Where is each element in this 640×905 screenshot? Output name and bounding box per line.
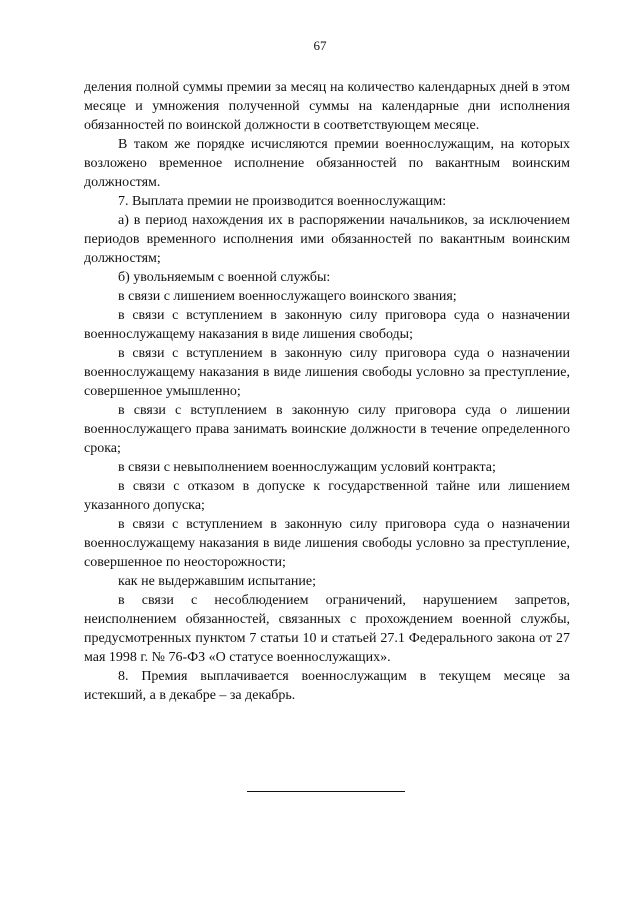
paragraph: 7. Выплата премии не производится военнослужащим:	[118, 194, 447, 209]
paragraph: в связи с вступлением в законную силу приговора суда о назначении военнослужащему наказания в виде лишения свободы условно за преступление, совершенное по неосторожности;	[84, 517, 570, 570]
paragraph: В таком же порядке исчисляются премии военнослужащим, на которых возложено временное исполнение обязанностей по вакантным воинским должностям.	[84, 137, 570, 190]
paragraph: б) увольняемым с военной службы:	[118, 270, 331, 285]
paragraph: в связи с вступлением в законную силу приговора суда о назначении военнослужащему наказания в виде лишения свободы условно за преступление, совершенное умышленно;	[84, 346, 570, 399]
paragraph: как не выдержавшим испытание;	[118, 574, 316, 589]
paragraph: 8. Премия выплачивается военнослужащим в текущем месяце за истекший, а в декабре – за декабрь.	[84, 669, 570, 703]
paragraph: в связи с несоблюдением ограничений, нарушением запретов, неисполнением обязанностей, связанных с прохождением военной службы, предусмотренных пунктом 7 статьи 10 и статьей 27.1 Федерального закона от 27 мая 1998 г. № 76-ФЗ «О статусе военнослужащих».	[84, 593, 570, 665]
paragraph: деления полной суммы премии за месяц на количество календарных дней в этом месяце и умножения полученной суммы на календарные дни исполнения обязанностей по воинской должности в соответствующем месяце.	[84, 80, 570, 133]
paragraph: а) в период нахождения их в распоряжении начальников, за исключением периодов временного исполнения ими обязанностей по вакантным воинским должностям;	[84, 213, 570, 266]
paragraph: в связи с лишением военнослужащего воинского звания;	[118, 289, 457, 304]
paragraph: в связи с вступлением в законную силу приговора суда о лишении военнослужащего права занимать воинские должности в течение определенного срока;	[84, 403, 570, 456]
paragraph: в связи с невыполнением военнослужащим условий контракта;	[118, 460, 496, 475]
document-body	[84, 78, 570, 705]
paragraph: в связи с вступлением в законную силу приговора суда о назначении военнослужащему наказания в виде лишения свободы;	[84, 308, 570, 342]
page-number: 67	[313, 38, 327, 53]
paragraph: в связи с отказом в допуске к государственной тайне или лишением указанного допуска;	[84, 479, 570, 513]
end-of-document-rule	[247, 791, 405, 792]
